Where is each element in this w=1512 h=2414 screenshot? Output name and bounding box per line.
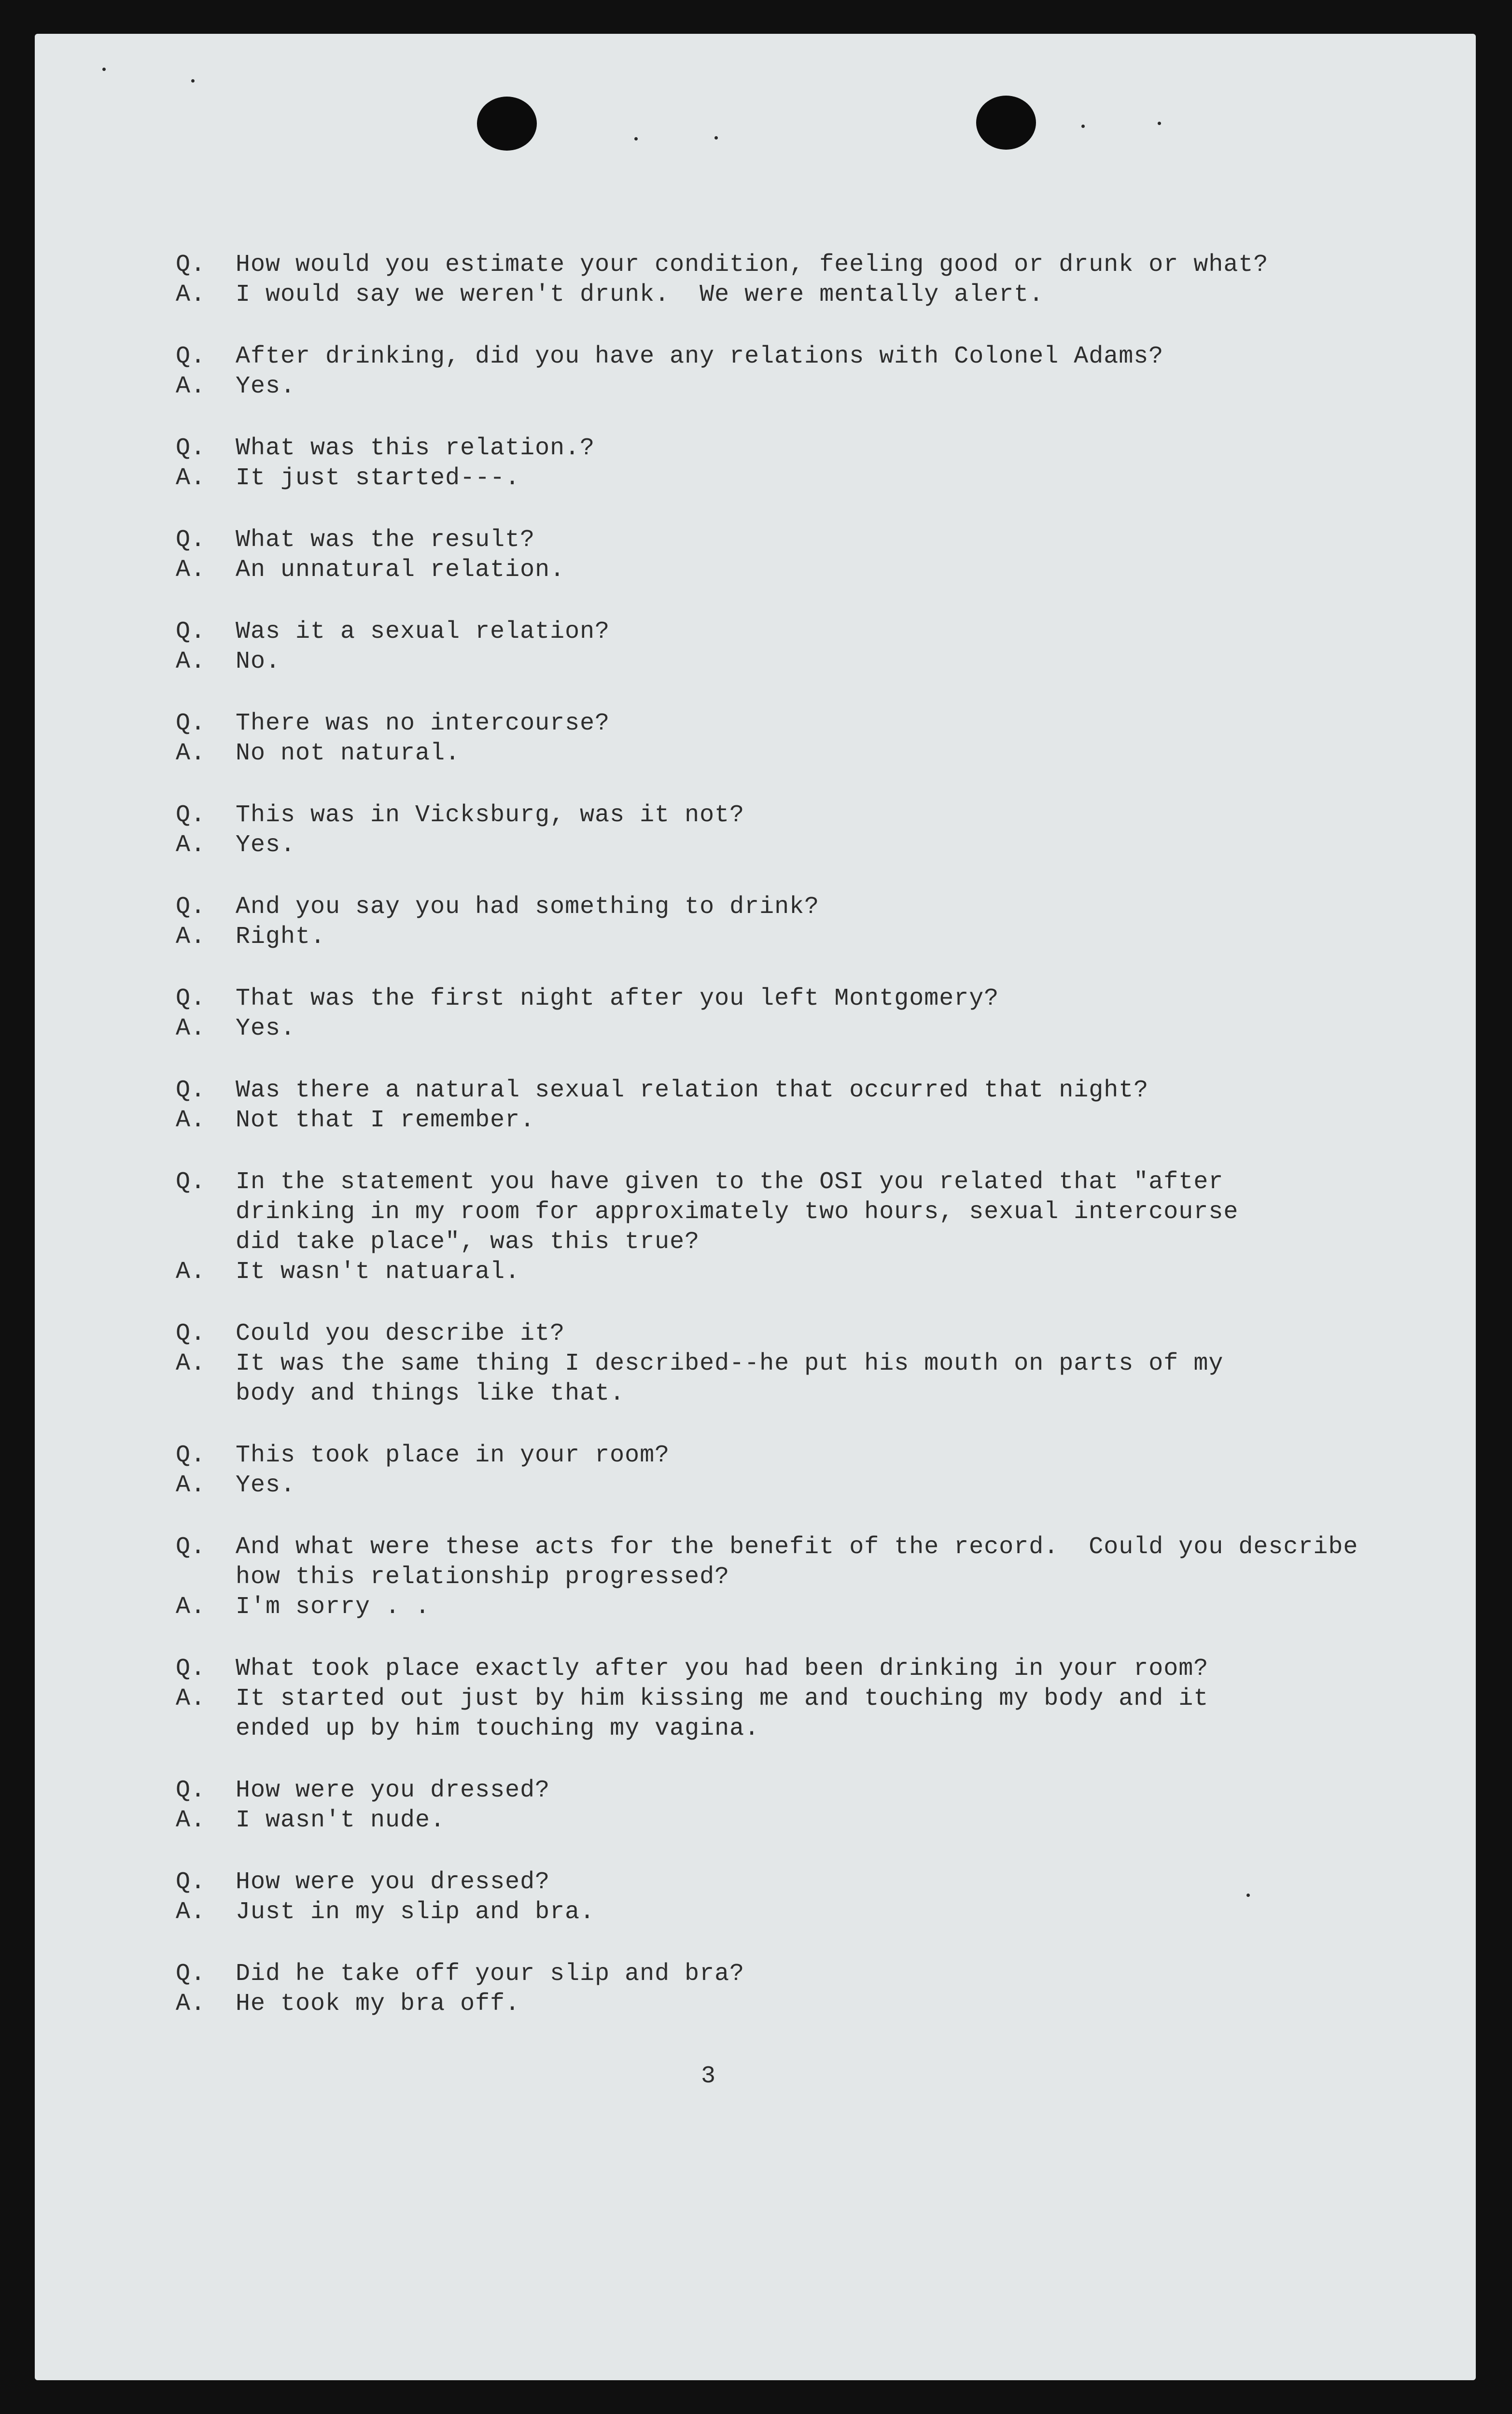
question-text: This was in Vicksburg, was it not?	[236, 801, 745, 829]
speck-mark	[191, 79, 195, 83]
page-number: 3	[701, 2063, 716, 2090]
question-text: There was no intercourse?	[236, 710, 610, 737]
speck-mark	[714, 136, 718, 140]
question-text: How were you dressed?	[236, 1777, 550, 1804]
answer-label: A.	[176, 1685, 206, 1712]
qa-exchange	[176, 1959, 1431, 2019]
answer-text: It was the same thing I described--he put his mouth on parts of my	[236, 1350, 1224, 1377]
question-label: Q.	[176, 985, 206, 1012]
question-text: After drinking, did you have any relations with Colonel Adams?	[236, 343, 1164, 370]
answer-label: A.	[176, 1472, 206, 1499]
answer-label	[176, 1714, 236, 1744]
answer-line	[176, 1714, 1431, 1744]
question-label: Q.	[176, 801, 206, 829]
question-line	[176, 525, 1431, 555]
question-label: Q.	[176, 1868, 206, 1896]
answer-text: It started out just by him kissing me and touching my body and it	[236, 1685, 1209, 1712]
answer-text: An unnatural relation.	[236, 556, 565, 584]
answer-text: It just started---.	[236, 464, 520, 492]
answer-line	[176, 1349, 1431, 1379]
answer-label: A.	[176, 1593, 206, 1621]
answer-text: I wasn't nude.	[236, 1807, 446, 1834]
answer-label: A.	[176, 740, 206, 767]
document-page	[35, 34, 1476, 2380]
question-line	[176, 1654, 1431, 1684]
question-label: Q.	[176, 893, 206, 921]
qa-exchange	[176, 1319, 1431, 1409]
speck-mark	[102, 68, 106, 71]
qa-exchange	[176, 1654, 1431, 1744]
answer-label: A.	[176, 1350, 206, 1377]
question-label: Q.	[176, 1960, 206, 1988]
question-label: Q.	[176, 251, 206, 279]
answer-text: I'm sorry . .	[236, 1593, 431, 1621]
question-line	[176, 1562, 1431, 1592]
question-label: Q.	[176, 435, 206, 462]
question-line	[176, 709, 1431, 739]
question-label	[176, 1197, 236, 1227]
question-text: And you say you had something to drink?	[236, 893, 820, 921]
question-text: This took place in your room?	[236, 1442, 670, 1469]
answer-label: A.	[176, 831, 206, 859]
question-text: How were you dressed?	[236, 1868, 550, 1896]
answer-label: A.	[176, 373, 206, 400]
question-text: Was there a natural sexual relation that occurred that night?	[236, 1077, 1149, 1104]
question-line	[176, 1076, 1431, 1106]
answer-label	[176, 1379, 236, 1409]
speck-mark	[634, 137, 638, 140]
answer-text: He took my bra off.	[236, 1990, 520, 2018]
answer-line	[176, 1257, 1431, 1287]
answer-line	[176, 1806, 1431, 1836]
question-label: Q.	[176, 526, 206, 554]
punch-hole-right	[976, 96, 1036, 150]
answer-label: A.	[176, 1015, 206, 1042]
question-label: Q.	[176, 343, 206, 370]
question-line	[176, 892, 1431, 922]
answer-line	[176, 922, 1431, 952]
answer-text: Just in my slip and bra.	[236, 1898, 595, 1926]
answer-label: A.	[176, 1807, 206, 1834]
qa-exchange	[176, 342, 1431, 402]
answer-line	[176, 1989, 1431, 2019]
question-text: And what were these acts for the benefit of the record. Could you describe	[236, 1533, 1358, 1561]
question-line	[176, 1532, 1431, 1562]
question-text: drinking in my room for approximately two hours, sexual intercourse	[236, 1198, 1239, 1226]
question-text: What took place exactly after you had been drinking in your room?	[236, 1655, 1209, 1683]
question-line	[176, 1959, 1431, 1989]
qa-exchange	[176, 525, 1431, 585]
answer-line	[176, 739, 1431, 769]
answer-text: Yes.	[236, 1015, 296, 1042]
answer-text: No not natural.	[236, 740, 461, 767]
question-line	[176, 434, 1431, 463]
qa-exchange	[176, 1532, 1431, 1622]
answer-label: A.	[176, 923, 206, 951]
answer-text: I would say we weren't drunk. We were mentally alert.	[236, 281, 1044, 309]
answer-line	[176, 647, 1431, 677]
question-label: Q.	[176, 1320, 206, 1347]
qa-exchange	[176, 709, 1431, 769]
question-label: Q.	[176, 618, 206, 646]
answer-line	[176, 555, 1431, 585]
qa-exchange	[176, 892, 1431, 952]
question-label: Q.	[176, 1077, 206, 1104]
answer-label: A.	[176, 1258, 206, 1286]
answer-label: A.	[176, 556, 206, 584]
answer-line	[176, 830, 1431, 860]
question-text: Could you describe it?	[236, 1320, 565, 1347]
qa-transcript	[176, 250, 1431, 2051]
qa-exchange	[176, 1167, 1431, 1287]
answer-text: Yes.	[236, 373, 296, 400]
answer-text: ended up by him touching my vagina.	[236, 1715, 760, 1742]
qa-exchange	[176, 434, 1431, 493]
question-line	[176, 342, 1431, 372]
answer-line	[176, 463, 1431, 493]
answer-text: Right.	[236, 923, 326, 951]
question-label: Q.	[176, 1533, 206, 1561]
answer-label: A.	[176, 1898, 206, 1926]
question-label: Q.	[176, 1442, 206, 1469]
speck-mark	[1081, 125, 1085, 128]
question-label	[176, 1227, 236, 1257]
answer-line	[176, 1684, 1431, 1714]
question-line	[176, 800, 1431, 830]
answer-line	[176, 1106, 1431, 1136]
question-line	[176, 1776, 1431, 1806]
speck-mark	[1158, 122, 1161, 125]
qa-exchange	[176, 1776, 1431, 1836]
answer-label: A.	[176, 648, 206, 675]
qa-exchange	[176, 1867, 1431, 1927]
question-text: What was the result?	[236, 526, 535, 554]
question-text: What was this relation.?	[236, 435, 595, 462]
question-label: Q.	[176, 1777, 206, 1804]
qa-exchange	[176, 984, 1431, 1044]
question-label: Q.	[176, 1655, 206, 1683]
qa-exchange	[176, 1441, 1431, 1501]
qa-exchange	[176, 617, 1431, 677]
answer-label: A.	[176, 281, 206, 309]
question-line	[176, 617, 1431, 647]
question-text: Was it a sexual relation?	[236, 618, 610, 646]
question-text: That was the first night after you left Montgomery?	[236, 985, 999, 1012]
answer-line	[176, 1014, 1431, 1044]
answer-text: Yes.	[236, 1472, 296, 1499]
qa-exchange	[176, 1076, 1431, 1136]
answer-label: A.	[176, 464, 206, 492]
answer-line	[176, 1471, 1431, 1501]
qa-exchange	[176, 250, 1431, 310]
question-line	[176, 1227, 1431, 1257]
question-line	[176, 1867, 1431, 1897]
answer-label: A.	[176, 1990, 206, 2018]
answer-line	[176, 1379, 1431, 1409]
question-line	[176, 1167, 1431, 1197]
qa-exchange	[176, 800, 1431, 860]
question-text: In the statement you have given to the OSI you related that "after	[236, 1168, 1224, 1196]
question-text: did take place", was this true?	[236, 1228, 700, 1256]
answer-text: Yes.	[236, 831, 296, 859]
answer-line	[176, 280, 1431, 310]
answer-label: A.	[176, 1107, 206, 1134]
answer-text: It wasn't natuaral.	[236, 1258, 520, 1286]
question-text: Did he take off your slip and bra?	[236, 1960, 745, 1988]
answer-line	[176, 1897, 1431, 1927]
punch-hole-left	[477, 97, 537, 151]
answer-line	[176, 372, 1431, 402]
question-text: how this relationship progressed?	[236, 1563, 730, 1591]
question-label: Q.	[176, 710, 206, 737]
answer-text: No.	[236, 648, 281, 675]
question-line	[176, 250, 1431, 280]
question-line	[176, 1441, 1431, 1471]
question-line	[176, 984, 1431, 1014]
question-text: How would you estimate your condition, feeling good or drunk or what?	[236, 251, 1269, 279]
question-line	[176, 1319, 1431, 1349]
question-line	[176, 1197, 1431, 1227]
answer-text: Not that I remember.	[236, 1107, 535, 1134]
question-label: Q.	[176, 1168, 206, 1196]
answer-text: body and things like that.	[236, 1380, 625, 1407]
answer-line	[176, 1592, 1431, 1622]
question-label	[176, 1562, 236, 1592]
